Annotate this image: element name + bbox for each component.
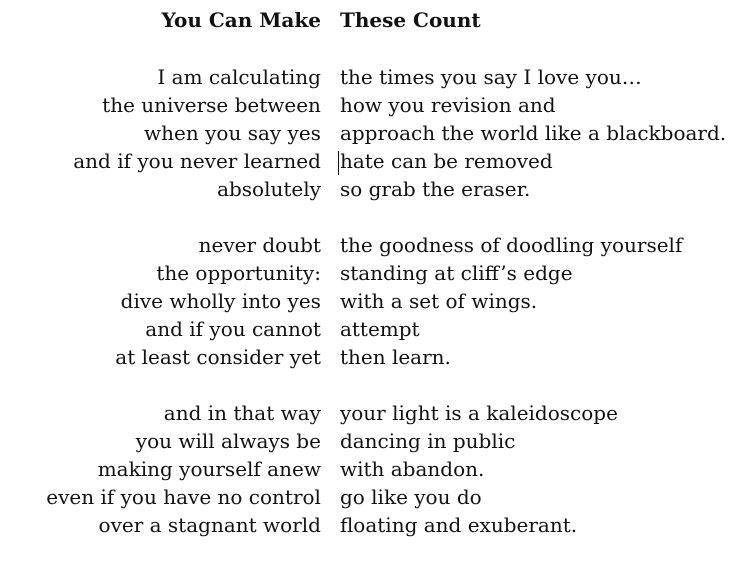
poem-line [0, 483, 756, 511]
left-line: and in that way [163, 401, 321, 425]
right-line: the times you say I love you… [339, 65, 642, 89]
right-line: standing at cliff’s edge [339, 261, 573, 285]
poem-line [0, 259, 756, 287]
right-line: your light is a kaleidoscope [339, 401, 618, 425]
poem-line [0, 399, 756, 427]
poem-line [0, 427, 756, 455]
stanza-1 [0, 63, 756, 203]
right-line: with a set of wings. [339, 289, 538, 313]
stanza-3 [0, 399, 756, 539]
left-line: never doubt [198, 233, 321, 257]
left-line: absolutely [217, 177, 321, 201]
right-line: then learn. [339, 345, 451, 369]
left-line: at least consider yet [115, 345, 321, 369]
right-line: floating and exuberant. [339, 513, 578, 537]
title-right: These Count [339, 8, 481, 32]
poem-line [0, 231, 756, 259]
right-line: go like you do [339, 485, 482, 509]
poem-line [0, 315, 756, 343]
left-line: you will always be [135, 429, 321, 453]
left-line: dive wholly into yes [120, 289, 321, 313]
right-line: how you revision and [339, 93, 556, 117]
right-line: dancing in public [339, 429, 516, 453]
stanza-spacer [0, 371, 756, 399]
poem [0, 4, 756, 539]
left-line: when you say yes [144, 121, 321, 145]
poem-line [0, 119, 756, 147]
left-line: the opportunity: [156, 261, 321, 285]
left-line: and if you never learned [73, 149, 321, 173]
left-line: I am calculating [157, 65, 321, 89]
poem-line [0, 343, 756, 371]
poem-line [0, 63, 756, 91]
text-cursor [338, 151, 339, 175]
poem-line [0, 91, 756, 119]
title-row [0, 4, 756, 36]
stanza-2 [0, 231, 756, 371]
right-line: so grab the eraser. [339, 177, 531, 201]
right-line-with-caret[interactable] [321, 149, 756, 173]
poem-line [0, 455, 756, 483]
poem-line [0, 287, 756, 315]
poem-line [0, 175, 756, 203]
right-line: with abandon. [339, 457, 485, 481]
right-line: the goodness of doodling yourself [339, 233, 683, 257]
title-left: You Can Make [161, 8, 321, 32]
left-line: the universe between [102, 93, 321, 117]
title-spacer [0, 36, 756, 63]
left-line: even if you have no control [46, 485, 321, 509]
right-line-text: hate can be removed [339, 149, 553, 173]
left-line: making yourself anew [97, 457, 321, 481]
left-line: and if you cannot [145, 317, 321, 341]
right-line: approach the world like a blackboard. [339, 121, 727, 145]
left-line: over a stagnant world [98, 513, 321, 537]
stanza-spacer [0, 203, 756, 231]
right-line: attempt [339, 317, 420, 341]
poem-line [0, 147, 756, 175]
poem-line [0, 511, 756, 539]
